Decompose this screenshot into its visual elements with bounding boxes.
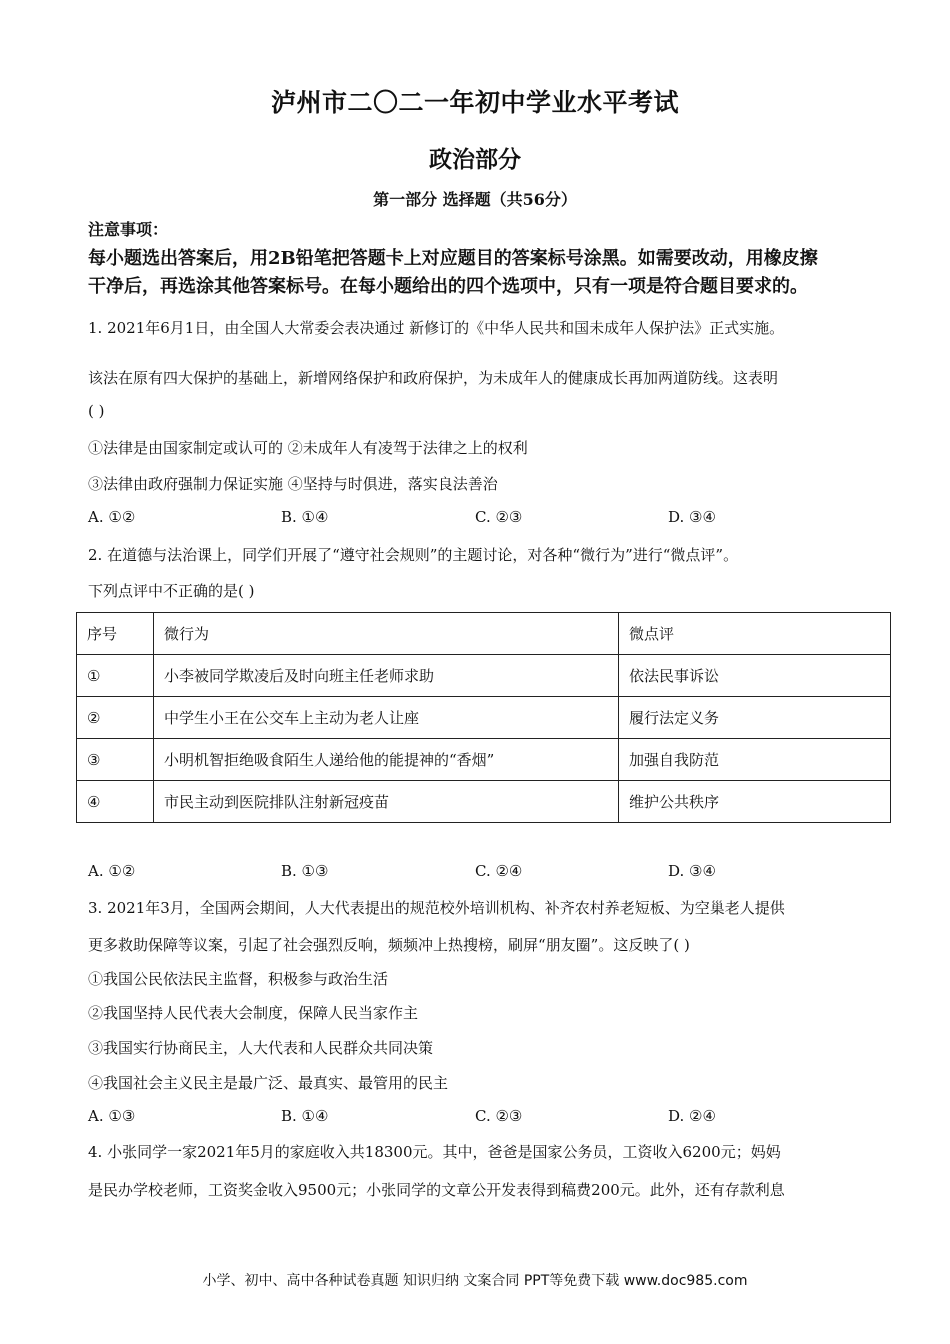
table-cell: ④: [77, 781, 154, 823]
table-cell: 依法民事诉讼: [619, 655, 891, 697]
q2-table: [76, 612, 891, 823]
q3-option-c: C. ②③: [475, 1107, 523, 1125]
q3-statement-1: ①我国公民依法民主监督，积极参与政治生活: [88, 970, 389, 988]
q1-option-b: B. ①④: [281, 508, 329, 526]
table-cell: 维护公共秩序: [619, 781, 891, 823]
q1-statements-1: ①法律是由国家制定或认可的 ②未成年人有凌驾于法律之上的权利: [88, 439, 528, 457]
exam-title: 泸州市二〇二一年初中学业水平考试: [270, 88, 679, 117]
table-cell: ②: [77, 697, 154, 739]
q3-option-b: B. ①④: [281, 1107, 329, 1125]
q1-statements-2: ③法律由政府强制力保证实施 ④坚持与时俱进，落实良法善治: [88, 475, 498, 493]
table-header-row: [77, 613, 891, 655]
q3-statement-2: ②我国坚持人民代表大会制度，保障人民当家作主: [88, 1004, 419, 1022]
table-header-cell: 序号: [77, 613, 154, 655]
q3-option-d: D. ②④: [668, 1107, 716, 1125]
q3-statement-4: ④我国社会主义民主是最广泛、最真实、最管用的民主: [88, 1074, 449, 1092]
table-cell: 小明机智拒绝吸食陌生人递给他的能提神的“香烟”: [154, 739, 619, 781]
q2-option-c: C. ②④: [475, 862, 523, 880]
q4-line-1: 4. 小张同学一家2021年5月的家庭收入共18300元。其中，爸爸是国家公务员，工资收入6200元；妈妈: [88, 1143, 781, 1161]
q1-option-a: A. ①②: [88, 508, 136, 526]
q1-option-d: D. ③④: [668, 508, 716, 526]
table-row: [77, 739, 891, 781]
q3-line-2: 更多救助保障等议案，引起了社会强烈反响，频频冲上热搜榜，刷屏“朋友圈”。这反映了( ): [88, 936, 690, 954]
table-row: [77, 697, 891, 739]
table-cell: 中学生小王在公交车上主动为老人让座: [154, 697, 619, 739]
table-cell: 加强自我防范: [619, 739, 891, 781]
q3-statement-3: ③我国实行协商民主，人大代表和人民群众共同决策: [88, 1039, 434, 1057]
table-cell: ①: [77, 655, 154, 697]
table-header-cell: 微行为: [154, 613, 619, 655]
part-heading: 第一部分 选择题（共56分）: [373, 190, 577, 209]
q2-option-a: A. ①②: [88, 862, 136, 880]
table-cell: 履行法定义务: [619, 697, 891, 739]
table-cell: 市民主动到医院排队注射新冠疫苗: [154, 781, 619, 823]
table-header-cell: 微点评: [619, 613, 891, 655]
notice-heading: 注意事项：: [88, 220, 169, 239]
footer-text: 小学、初中、高中各种试卷真题 知识归纳 文案合同 PPT等免费下载 www.doc985.com: [202, 1273, 748, 1289]
q1-option-c: C. ②③: [475, 508, 523, 526]
table-row: [77, 655, 891, 697]
exam-subtitle: 政治部分: [429, 146, 521, 173]
table-cell: ③: [77, 739, 154, 781]
table-cell: 小李被同学欺凌后及时向班主任老师求助: [154, 655, 619, 697]
q1-line-1: 1. 2021年6月1日，由全国人大常委会表决通过 新修订的《中华人民共和国未成年人保护法》正式实施。: [88, 319, 785, 337]
q2-line-1: 2. 在道德与法治课上，同学们开展了“遵守社会规则”的主题讨论，对各种“微行为”进行“微点评”。: [88, 546, 739, 564]
q2-option-d: D. ③④: [668, 862, 716, 880]
notice-line-2: 干净后，再选涂其他答案标号。在每小题给出的四个选项中，只有一项是符合题目要求的。: [88, 276, 808, 297]
q2-line-2: 下列点评中不正确的是( ): [88, 582, 255, 600]
notice-line-1: 每小题选出答案后，用2B铅笔把答题卡上对应题目的答案标号涂黑。如需要改动，用橡皮擦: [88, 248, 818, 269]
q2-option-b: B. ①③: [281, 862, 329, 880]
q1-line-2: 该法在原有四大保护的基础上，新增网络保护和政府保护，为未成年人的健康成长再加两道防线。这表明: [88, 369, 779, 387]
q4-line-2: 是民办学校老师，工资奖金收入9500元；小张同学的文章公开发表得到稿费200元。此外，还有存款利息: [88, 1181, 785, 1199]
q3-option-a: A. ①③: [88, 1107, 136, 1125]
q3-line-1: 3. 2021年3月，全国两会期间，人大代表提出的规范校外培训机构、补齐农村养老短板、为空巢老人提供: [88, 899, 785, 917]
table-row: [77, 781, 891, 823]
q1-blank: ( ): [88, 402, 105, 420]
